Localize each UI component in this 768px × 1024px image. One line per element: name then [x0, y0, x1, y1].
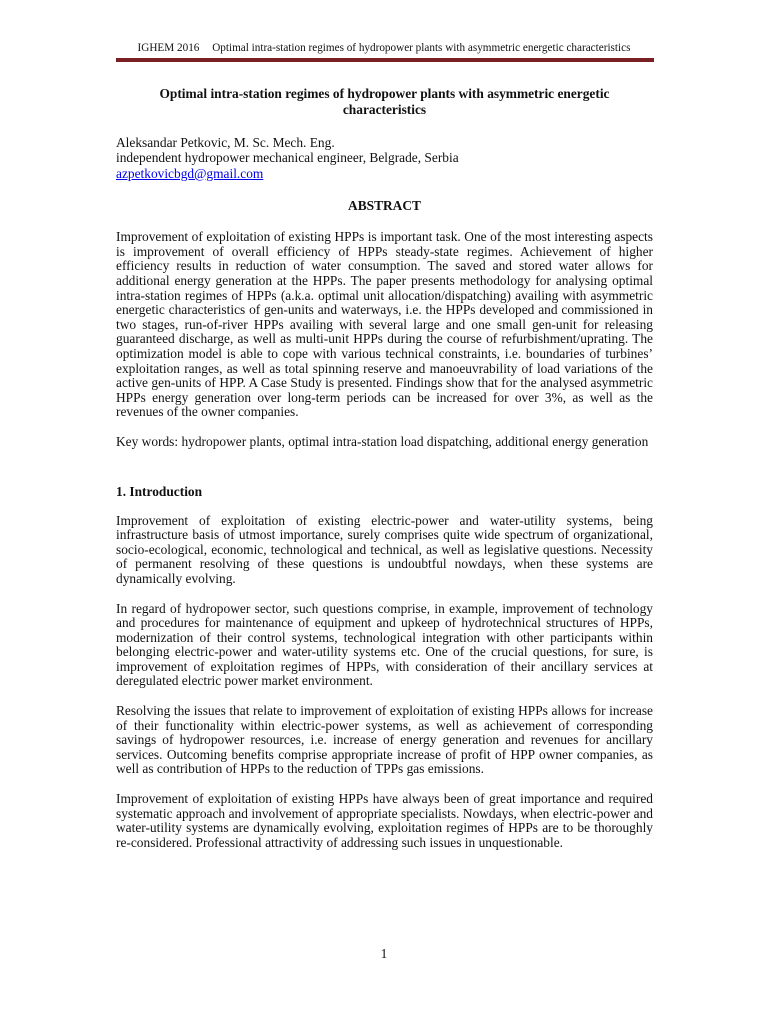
author-affiliation: independent hydropower mechanical engineer, Belgrade, Serbia	[116, 150, 459, 166]
abstract-heading: ABSTRACT	[348, 198, 421, 214]
keywords: Key words: hydropower plants, optimal intra-station load dispatching, additional energy generation	[116, 433, 649, 449]
author-email-link[interactable]: azpetkovicbgd@gmail.com	[116, 165, 264, 181]
intro-paragraph-4: Improvement of exploitation of existing HPPs have always been of great importance and required systematic approach and involvement of appropriate specialists. Nowdays, when electric-power and water-utility systems are dynamically evolving, exploitation regimes of HPPs are to be thoroughly re-considered. Professional attractivity of addressing such issues in unquestionable.	[116, 791, 653, 850]
page-number: 1	[380, 946, 388, 961]
abstract-text: Improvement of exploitation of existing HPPs is important task. One of the most interesting aspects is improvement of overall efficiency of HPPs steady-state regimes. Achievement of higher efficiency results in reduction of water consumption. The saved and stored water allows for additional energy generation at the HPPs. The paper presents methodology for analysing optimal intra-station regimes of HPPs (a.k.a. optimal unit allocation/dispatching) availing with asymmetric energetic characteristics of gen-units and waterways, i.e. the HPPs developed and commissioned in two stages, run-of-river HPPs availing with several large and one small gen-unit for releasing guaranteed discharge, as well as multi-unit HPPs during the course of refurbishment/uprating. The optimization model is able to cope with various technical constraints, i.e. boundaries of turbines’ exploitation ranges, as well as total spinning reserve and manoeuvrability of load variations of the active gen-units of HPP. A Case Study is presented. Findings show that for the analysed asymmetric HPPs energy generation over long-term periods can be increased for over 3%, as well as the revenues of the owner companies.	[116, 229, 653, 420]
author-block	[116, 135, 653, 181]
intro-paragraph-2: In regard of hydropower sector, such questions comprise, in example, improvement of technology and procedures for maintenance of equipment and upkeep of hydrotechnical structures of HPPs, modernization of their control systems, technological integration with other participants within belonging electric-power and water-utility systems etc. One of the crucial questions, for sure, is improvement of exploitation regimes of HPPs, with consideration of their ancillary services at deregulated electric power market environment.	[116, 600, 653, 689]
running-header-conference: IGHEM 2016	[137, 42, 200, 54]
page-content	[116, 86, 653, 850]
author-name: Aleksandar Petkovic, M. Sc. Mech. Eng.	[116, 135, 335, 150]
section-heading-introduction: 1. Introduction	[116, 483, 203, 499]
intro-paragraph-3: Resolving the issues that relate to improvement of exploitation of existing HPPs allows for increase of their functionality within electric-power systems, as well as achievement of corresponding savings of hydropower resources, i.e. increase of energy generation and revenues for ancillary services. Outcoming benefits comprise appropriate increase of profit of HPP owner companies, as well as contribution of HPPs to the reduction of TPPs gas emissions.	[116, 703, 653, 777]
intro-paragraph-1: Improvement of exploitation of existing electric-power and water-utility systems, being infrastructure basis of utmost importance, surely comprises quite wide spectrum of organizational, socio-ecological, economic, technological and technical, as well as legislative questions. Necessity of permanent resolving of these questions is undoubtful nowdays, when these systems are dynamically evolving.	[116, 512, 653, 586]
header-rule	[116, 58, 654, 62]
paper-title: Optimal intra-station regimes of hydropower plants with asymmetric energetic characteristics	[159, 86, 610, 117]
running-header-title: Optimal intra-station regimes of hydropower plants with asymmetric energetic characteristics	[212, 42, 631, 54]
running-header	[116, 42, 652, 54]
